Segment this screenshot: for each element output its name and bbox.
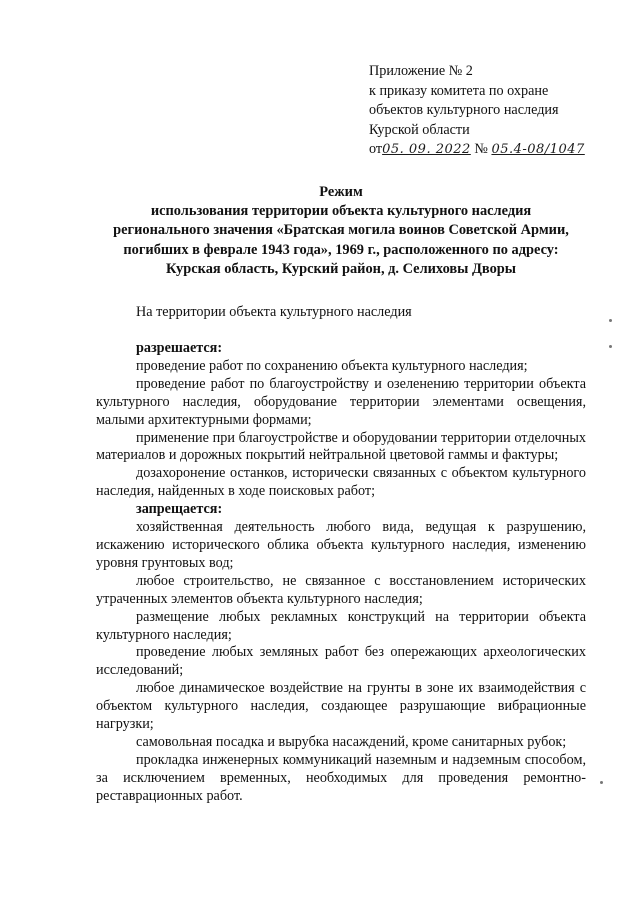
allowed-item: проведение работ по сохранению объекта культурного наследия;	[136, 357, 528, 374]
allowed-item: проведение работ по благоустройству и озеленению территории объекта культурного наследия, оборудование территории элементами освещения, малыми архитектурными формами;	[96, 375, 586, 428]
intro-text: На территории объекта культурного наследия	[136, 304, 412, 320]
appendix-region: Курской области	[369, 121, 470, 138]
allowed-item: применение при благоустройстве и оборудовании территории отделочных материалов и дорожных покрытий нейтральной цветовой гаммы и фактуры;	[96, 429, 586, 464]
appendix-order-ref: к приказу комитета по охране	[369, 82, 549, 99]
number-prefix: №	[474, 141, 488, 158]
title-line-4: погибших в феврале 1943 года», 1969 г., расположенного по адресу:	[123, 241, 559, 258]
appendix-date-line	[369, 140, 629, 160]
regime-body	[96, 340, 586, 806]
forbidden-heading: запрещается:	[136, 501, 223, 518]
allowed-item: дозахоронение останков, исторически связанных с объектом культурного наследия, найденных в ходе поисковых работ;	[96, 465, 586, 500]
title-line-2: использования территории объекта культурного наследия	[150, 203, 532, 220]
appendix-title: Приложение № 2	[369, 63, 473, 79]
forbidden-item: проведение любых земляных работ без опережающих археологических исследований;	[96, 644, 586, 679]
forbidden-item: размещение любых рекламных конструкций на территории объекта культурного наследия;	[96, 608, 586, 643]
scan-speck	[600, 781, 603, 784]
appendix-block	[369, 62, 629, 160]
appendix-committee: объектов культурного наследия	[369, 102, 559, 119]
title-line-5: Курская область, Курский район, д. Селиховы Дворы	[165, 260, 517, 277]
handwritten-date: 05. 09. 2022	[382, 142, 471, 158]
forbidden-item: хозяйственная деятельность любого вида, ведущая к разрушению, искажению исторического облика объекта культурного наследия, изменению уровня грунтовых вод;	[96, 519, 586, 571]
allowed-heading: разрешается:	[136, 340, 223, 356]
forbidden-item: любое динамическое воздействие на грунты в зоне их взаимодействия с объектом культурного наследия, создающее разрушающие вибрационные нагрузки;	[96, 680, 586, 733]
forbidden-item: самовольная посадка и вырубка насаждений, кроме санитарных рубок;	[136, 733, 567, 750]
title-line-3: регионального значения «Братская могила воинов Советской Армии,	[113, 222, 569, 239]
document-title	[86, 183, 596, 279]
date-prefix: от	[369, 141, 383, 158]
forbidden-item: прокладка инженерных коммуникаций наземным и надземным способом, за исключением временных, необходимых для проведения ремонтно-реставрационных работ.	[96, 751, 586, 804]
scan-speck	[609, 345, 612, 348]
handwritten-order-number: 05.4-08/1047	[491, 142, 585, 158]
scan-speck	[609, 319, 612, 322]
title-line-1: Режим	[319, 184, 363, 200]
forbidden-item: любое строительство, не связанное с восстановлением исторических утраченных элементов объекта культурного наследия;	[96, 572, 586, 607]
